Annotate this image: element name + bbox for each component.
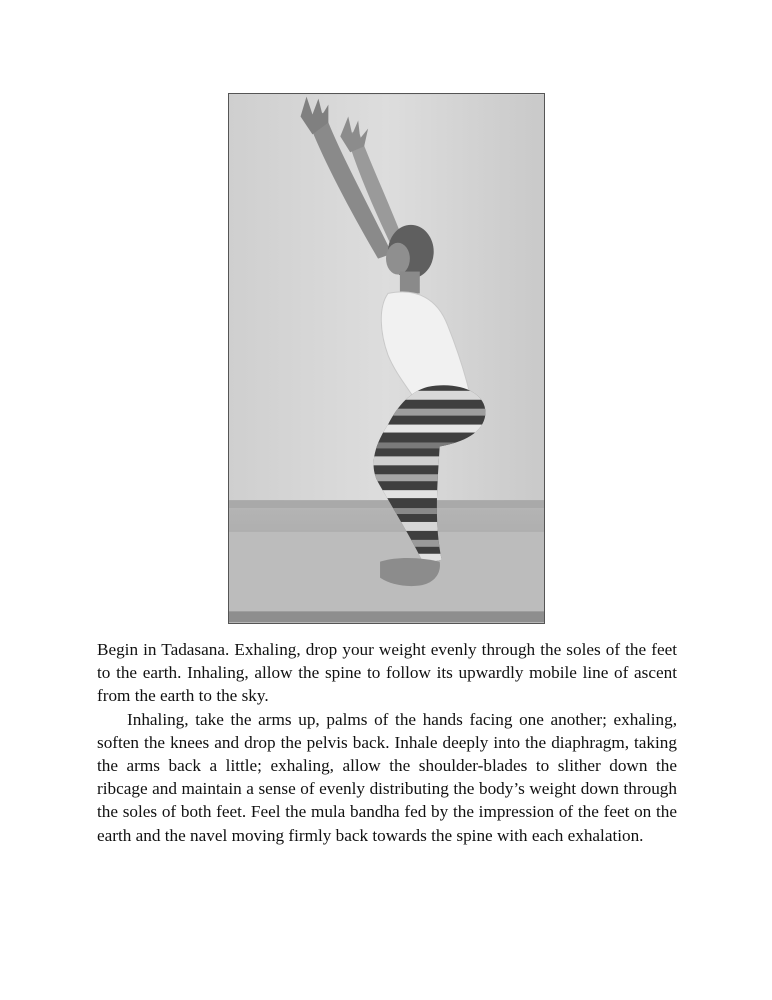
yoga-pose-photo — [228, 93, 545, 624]
paragraph-instructions: Inhaling, take the arms up, palms of the hands facing one another; exhaling, soften the knees and drop the pelvis back. Inhale deeply into the diaphragm, taking the arms back a little; exhaling, allow the shoulder-blades to slither down the ribcage and maintain a sense of evenly distributing the body’s weight down through the soles of both feet. Feel the mula bandha fed by the impression of the feet on the earth and the navel moving firmly back towards the spine with each exhalation. — [97, 709, 677, 845]
instruction-text — [97, 638, 677, 847]
paragraph-intro: Begin in Tadasana. Exhaling, drop your weight evenly through the soles of the feet to the earth. Inhaling, allow the spine to follow its upwardly mobile line of ascent from the earth to the sky. — [97, 640, 677, 706]
chair-pose-photo-icon — [229, 94, 544, 623]
